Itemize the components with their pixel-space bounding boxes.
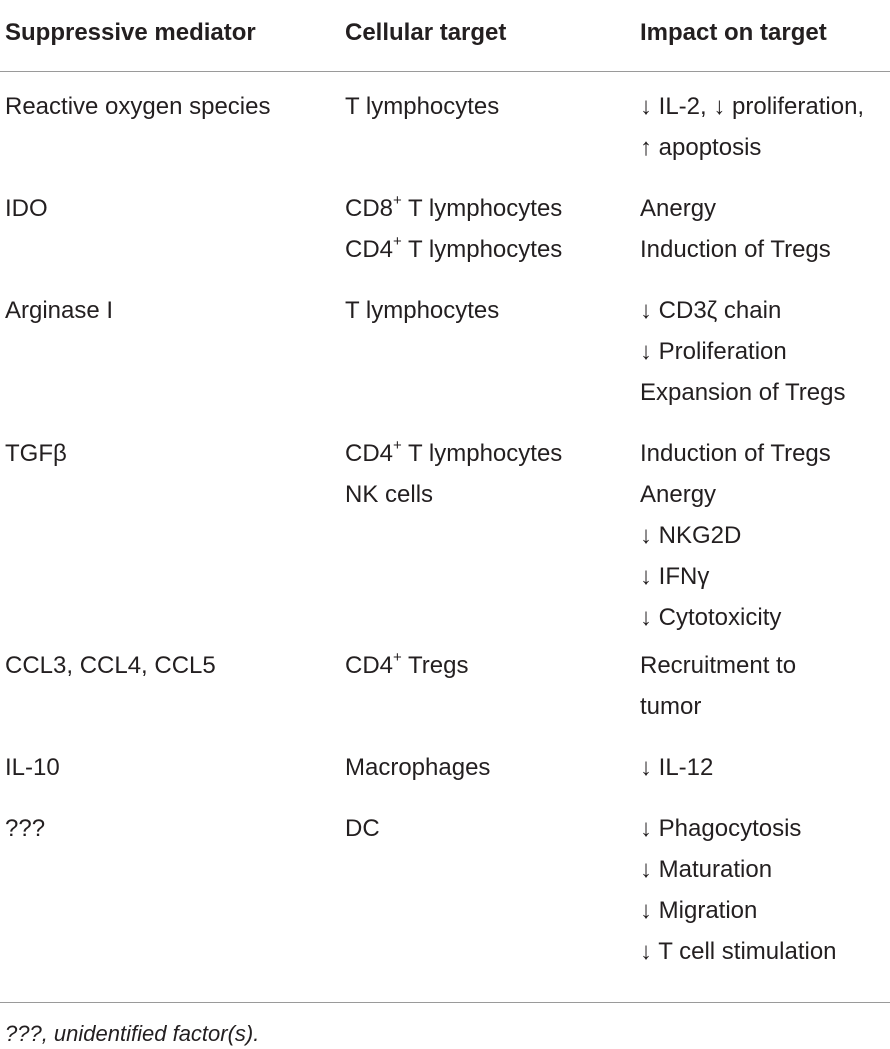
table-row <box>0 419 890 645</box>
mediator-cell: TGFβ <box>5 440 67 467</box>
target-cell: DC <box>345 815 380 842</box>
table-row <box>0 808 890 992</box>
table-row <box>0 276 890 419</box>
table-row <box>0 174 890 276</box>
table-bottom-rule <box>0 1002 890 1003</box>
mediator-cell: IDO <box>5 195 48 222</box>
table-row <box>0 747 890 808</box>
mediator-cell: CCL3, CCL4, CCL5 <box>5 652 216 679</box>
impact-cell: ↓ CD3ζ chain ↓ Proliferation Expansion of Tregs <box>640 297 846 406</box>
header-suppressive-mediator: Suppressive mediator <box>5 19 256 46</box>
table-row <box>0 72 890 174</box>
impact-cell: Recruitment to tumor <box>640 652 797 720</box>
impact-cell: Induction of Tregs Anergy ↓ NKG2D ↓ IFNγ ↓ Cytotoxicity <box>640 440 831 631</box>
table-row <box>0 645 890 747</box>
impact-cell: Anergy Induction of Tregs <box>640 195 831 263</box>
target-cell: T lymphocytes <box>345 93 500 120</box>
impact-cell: ↓ IL-12 <box>640 754 714 781</box>
header-impact-on-target: Impact on target <box>640 19 827 46</box>
target-cell: CD4+ T lymphocytes NK cells <box>345 437 563 508</box>
mediator-cell: Reactive oxygen species <box>5 93 271 120</box>
header-cellular-target: Cellular target <box>345 19 507 46</box>
target-cell: CD4+ Tregs <box>345 649 469 679</box>
impact-cell: ↓ IL-2, ↓ proliferation, ↑ apoptosis <box>640 93 865 161</box>
target-cell: T lymphocytes <box>345 297 500 324</box>
impact-cell: ↓ Phagocytosis ↓ Maturation ↓ Migration ↓ T cell stimulation <box>640 815 837 965</box>
table-footnote: ???, unidentified factor(s). <box>5 1021 260 1046</box>
target-cell: Macrophages <box>345 754 491 781</box>
mediator-cell: IL-10 <box>5 754 60 781</box>
mediator-cell: Arginase I <box>5 297 114 324</box>
mediator-cell: ??? <box>5 815 46 842</box>
target-cell: CD8+ T lymphocytes CD4+ T lymphocytes <box>345 192 563 263</box>
table-header <box>0 0 890 72</box>
